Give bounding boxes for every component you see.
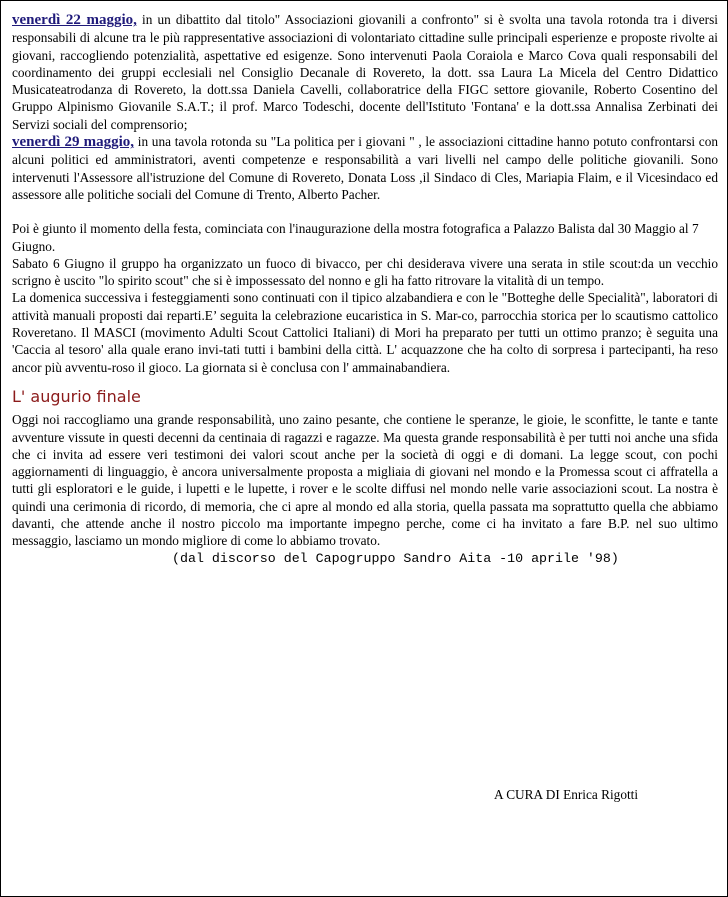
paragraph-spacer bbox=[12, 203, 718, 220]
paragraph-text: in una tavola rotonda su "La politica per i giovani " , le associazioni cittadine hanno potuto confrontarsi con alcuni politici ed amministratori, aventi competenze e responsabilità a vari livelli nel campo delle politiche giovanili. Sono intervenuti l'Assessore all'istruzione del Comune di Rovereto, Donata Loss ,il Sindaco di Cles, Mariapia Flaim, e il Vicesindaco ed assessore alle politiche sociali del Comune di Trento, Alberto Pacher. bbox=[12, 134, 718, 202]
paragraph-sunday: La domenica successiva i festeggiamenti sono continuati con il tipico alzabandiera e con le "Botteghe delle Specialità", laboratori di attività manuali proposti dai reparti.E’ seguita la celebrazione eucaristica in S. Mar-co, parrocchia storica per lo scautismo cattolico Roveretano. Il MASCI (movimento Adulti Scout Cattolici Italiani) di Mori ha preparato per tutti un ottimo pranzo; è seguita una 'Caccia al tesoro' alla quale erano invi-tati tutti i bambini della città. L' acquazzone che ha colto di sorpresa i partecipanti, ha reso ancor più avventu-roso il gioco. La giornata si è conclusa con l' ammainabandiera. bbox=[12, 290, 718, 375]
section-heading: L' augurio finale bbox=[12, 386, 141, 406]
paragraph-exhibition: Poi è giunto il momento della festa, cominciata con l'inaugurazione della mostra fotografica a Palazzo Balista dal 30 Maggio al 7 Giugno. bbox=[12, 221, 699, 254]
article-body bbox=[12, 11, 718, 567]
paragraph-may-29 bbox=[12, 133, 718, 203]
paragraph-campfire: Sabato 6 Giugno il gruppo ha organizzato un fuoco di bivacco, per chi desiderava vivere una serata in stile scout:da un vecchio scrigno è uscito "lo spirito scout" che si è impossessato del nonno e gli ha fatto ritrovare la vitalità di un tempo. bbox=[12, 255, 718, 289]
paragraph-final-wish: Oggi noi raccogliamo una grande responsabilità, uno zaino pesante, che contiene le speranze, le gioie, le sconfitte, le tante e tante avventure vissute in questi decenni da centinaia di ragazzi e ragazze. Ma questa grande responsabilità è per tutti noi anche una sfida che ci invita ad essere veri testimoni dei valori scout anche per la società di oggi e di domani. La legge scout, con pochi aggiornamenti di linguaggio, è ancora universalmente proposta a migliaia di giovani nel mondo e la Promessa scout ci affratella a tutti gli esploratori e le guide, i lupetti e le lupette, i rover e le scolte diffusi nel mondo nelle varie associazioni scout. La nostra è quindi una cerimonia di ricordo, di memoria, che ci apre al mondo ed alla storia, quella passata ma soprattutto quella che abbiamo davanti, che attende anche il nostro piccolo ma importante impegno perche, come ci ha invitato a fare B.P. nel suo ultimo messaggio, lasciamo un mondo migliore di come lo abbiamo trovato. bbox=[12, 412, 718, 549]
date-lead-may-29: venerdì 29 maggio, bbox=[12, 134, 135, 151]
author-signature: A CURA DI Enrica Rigotti bbox=[494, 787, 639, 802]
paragraph-text: in un dibattito dal titolo" Associazioni giovanili a confronto" si è svolta una tavola rotonda tra i diversi responsabili di alcune tra le più rappresentative associazioni di volontariato cittadine sulle principali esperienze e proposte rivolte ai giovani, raccogliendo potenzialità, aspettative ed esigenze. Sono intervenuti Paola Coraiola e Marco Cova quali responsabili del coordinamento dei gruppi ecclesiali nel Consiglio Decanale di Rovereto, la dott. ssa Laura La Micela del Centro Didattico Musicateatrodanza di Rovereto, la dott.ssa Daniela Cavelli, collaboratrice della FIGC settore giovanile, Roberto Cosentino del Gruppo Alpinismo Giovanile S.A.T.; il prof. Marco Todeschi, docente dell'Istituto 'Fontana' e la dott.ssa Annalisa Zerbinati dei Servizi sociali del comprensorio; bbox=[12, 12, 718, 132]
paragraph-may-22 bbox=[12, 11, 718, 133]
speech-citation: (dal discorso del Capogruppo Sandro Aita -10 aprile '98) bbox=[172, 550, 619, 566]
date-lead-may-22: venerdì 22 maggio, bbox=[12, 12, 137, 28]
